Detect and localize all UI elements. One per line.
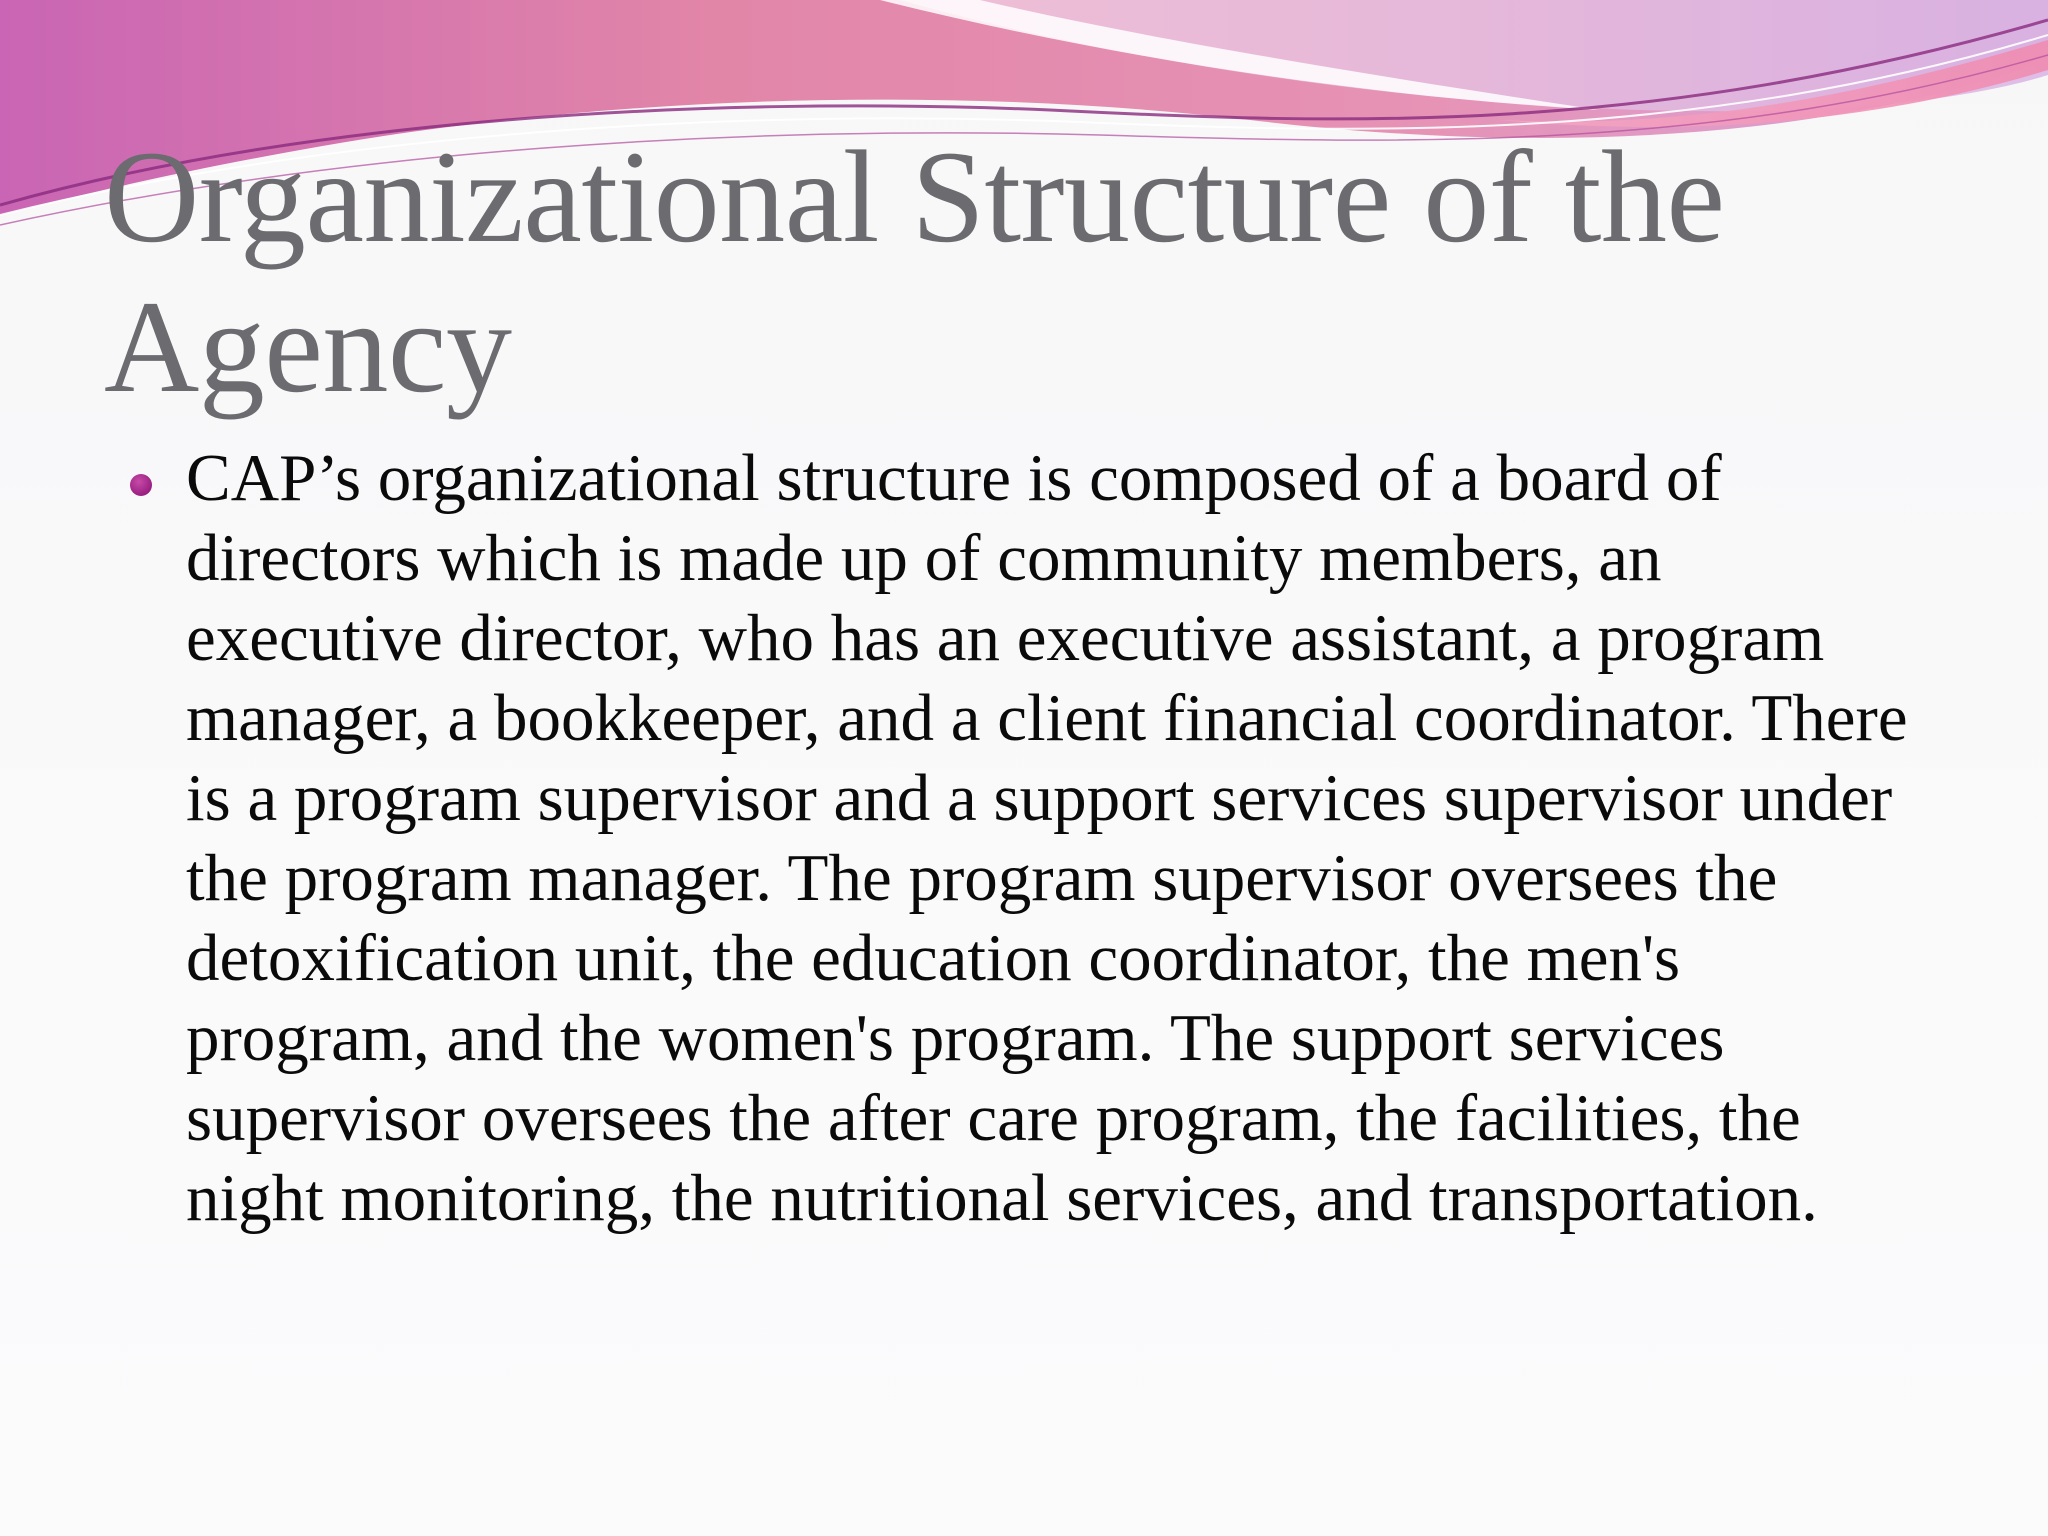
bullet-list (126, 438, 1916, 1238)
list-item (126, 438, 1916, 1238)
bullet-dot-icon (130, 474, 152, 496)
slide-title: Organizational Structure of the Agency (104, 123, 1725, 420)
bullet-text: CAP’s organizational structure is composed of a board of directors which is made up of community members, an executive director, who has an executive assistant, a program manager, a bookkeeper, and a client financial coordinator. There is a program supervisor and a support services supervisor under the program manager. The program supervisor oversees the detoxification unit, the education coordinator, the men's program, and the women's program. The support services supervisor oversees the after care program, the facilities, the night monitoring, the nutritional services, and transportation. (186, 441, 1908, 1235)
